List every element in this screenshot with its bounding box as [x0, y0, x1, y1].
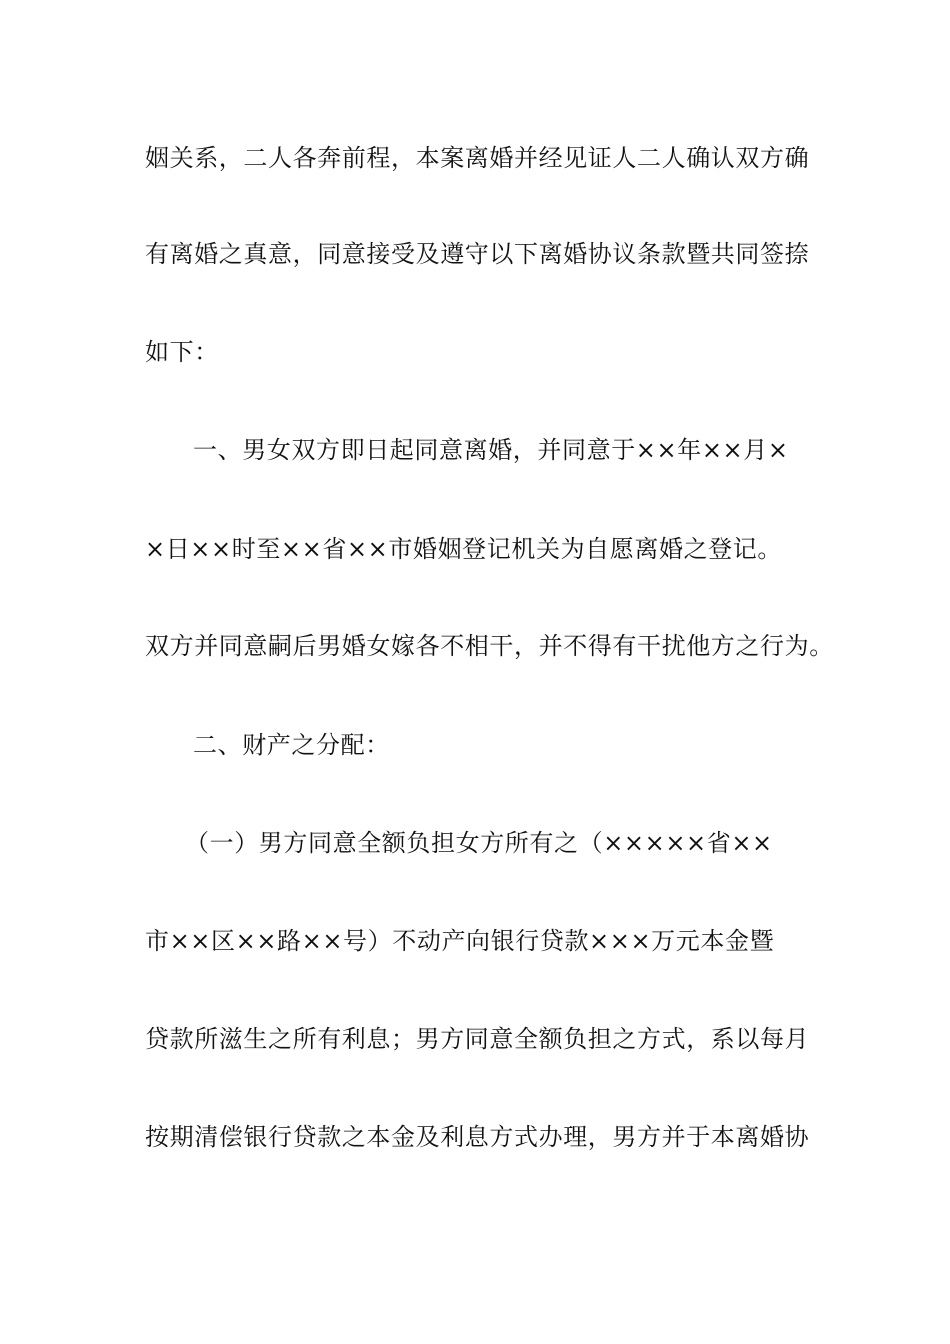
- paragraph-line: 按期清偿银行贷款之本金及利息方式办理，男方并于本离婚协: [145, 1123, 810, 1151]
- paragraph-line: 姻关系，二人各奔前程，本案离婚并经见证人二人确认双方确: [145, 144, 810, 172]
- paragraph-line: 如下：: [145, 338, 219, 366]
- paragraph-line: ×日××时至××省××市婚姻登记机关为自愿离婚之登记。: [145, 535, 782, 563]
- paragraph-line: 市××区××路××号）不动产向银行贷款×××万元本金暨: [145, 927, 775, 955]
- paragraph-line: 有离婚之真意，同意接受及遵守以下离婚协议条款暨共同签捺: [145, 240, 810, 268]
- paragraph-line: 双方并同意嗣后男婚女嫁各不相干，并不得有干扰他方之行为。: [145, 632, 834, 660]
- clause-two-heading: 二、财产之分配：: [193, 731, 390, 759]
- clause-one-line: 一、男女双方即日起同意离婚，并同意于××年××月×: [193, 436, 789, 464]
- paragraph-line: 贷款所滋生之所有利息；男方同意全额负担之方式，系以每月: [145, 1025, 810, 1053]
- sub-clause-one-line: （一）男方同意全额负担女方所有之（×××××省××: [185, 829, 773, 857]
